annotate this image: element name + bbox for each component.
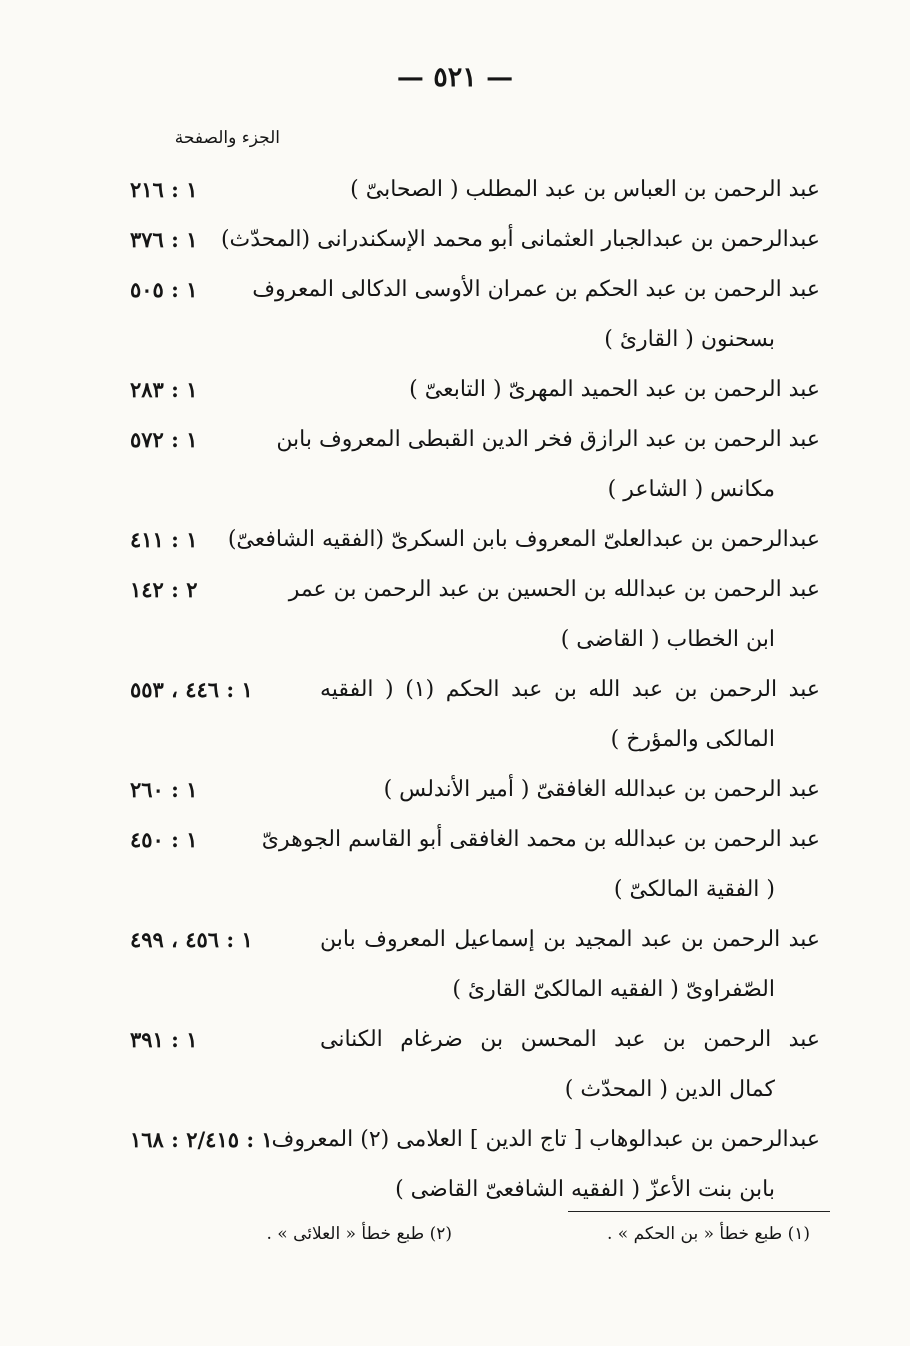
index-entry: [0, 1015, 910, 1115]
entry-name: عبد الرحمن بن عبدالله الغافقىّ ( أمير الأندلس ): [383, 777, 820, 802]
index-entry: [0, 365, 910, 415]
index-entry: [0, 165, 910, 215]
index-entry: [0, 415, 910, 515]
footnote-2: (٢) طبع خطأ « العلائى » .: [266, 1224, 452, 1244]
entry-continuation: ( الفقية المالكىّ ): [613, 877, 775, 902]
index-entry: [0, 515, 910, 565]
entry-name: عبد الرحمن بن عبد المحسن بن ضرغام الكنانى: [320, 1027, 820, 1052]
entry-reference: ١ : ٥٧٢: [130, 427, 198, 452]
index-entry: [0, 1115, 910, 1215]
index-entries: [0, 165, 910, 1215]
entry-reference: ١ : ٢٨٣: [130, 377, 198, 402]
index-entry: [0, 915, 910, 1015]
entry-name: عبدالرحمن بن عبدالوهاب [ تاج الدين ] العلامى (٢) المعروف: [271, 1127, 820, 1152]
entry-name: عبد الرحمن بن العباس بن عبد المطلب ( الصحابىّ ): [350, 177, 820, 202]
entry-reference: ١ : ٤٥٠: [130, 827, 198, 852]
entry-reference: ١ : ٢١٦: [130, 177, 198, 202]
entry-name: عبد الرحمن بن عبد المجيد بن إسماعيل المعروف بابن: [320, 927, 820, 952]
entry-name: عبد الرحمن بن عبد الرازق فخر الدين القبطى المعروف بابن: [276, 427, 820, 452]
entry-name: عبد الرحمن بن عبد الحكم بن عمران الأوسى الدكالى المعروف: [252, 277, 820, 302]
index-entry: [0, 565, 910, 665]
entry-reference: ١ : ٤٥٦ ، ٤٩٩: [130, 927, 253, 952]
index-entry: [0, 765, 910, 815]
entry-continuation: مكانس ( الشاعر ): [607, 477, 775, 502]
footnote-divider: [568, 1211, 830, 1212]
entry-reference: ١ : ٣٩١: [130, 1027, 198, 1052]
footnote-1: (١) طبع خطأ « بن الحكم » .: [606, 1224, 810, 1244]
entry-reference: ١ : ٥٠٥: [130, 277, 198, 302]
index-entry: [0, 215, 910, 265]
entry-reference: ١ : ٢/٤١٥ : ١٦٨: [130, 1127, 273, 1152]
entry-reference: ١ : ٤١١: [130, 527, 198, 552]
entry-reference: ١ : ٢٦٠: [130, 777, 198, 802]
entry-name: عبدالرحمن بن عبدالجبار العثمانى أبو محمد الإسكندرانى (المحدّث): [220, 227, 820, 252]
index-entry: [0, 815, 910, 915]
entry-continuation: الصّفراوىّ ( الفقيه المالكىّ القارئ ): [452, 977, 775, 1002]
page-number: — ٥٢١ —: [396, 62, 514, 93]
entry-continuation: المالكى والمؤرخ ): [610, 727, 775, 752]
entry-reference: ١ : ٣٧٦: [130, 227, 198, 252]
index-entry: [0, 665, 910, 765]
entry-continuation: بسحنون ( القارئ ): [604, 327, 775, 352]
entry-continuation: بابن بنت الأعزّ ( الفقيه الشافعىّ القاضى ): [395, 1177, 775, 1202]
entry-reference: ٢ : ١٤٢: [130, 577, 198, 602]
index-entry: [0, 265, 910, 365]
entry-continuation: كمال الدين ( المحدّث ): [564, 1077, 775, 1102]
entry-continuation: ابن الخطاب ( القاضى ): [560, 627, 775, 652]
entry-name: عبدالرحمن بن عبدالعلىّ المعروف بابن السكرىّ (الفقيه الشافعىّ): [227, 527, 820, 552]
entry-name: عبد الرحمن بن عبد الحميد المهرىّ ( التابعىّ ): [409, 377, 820, 402]
column-header: الجزء والصفحة: [174, 128, 280, 148]
entry-name: عبد الرحمن بن عبد الله بن عبد الحكم (١) ( الفقيه: [320, 677, 820, 702]
entry-name: عبد الرحمن بن عبدالله بن الحسين بن عبد الرحمن بن عمر: [288, 577, 820, 602]
entry-reference: ١ : ٤٤٦ ، ٥٥٣: [130, 677, 253, 702]
entry-name: عبد الرحمن بن عبدالله بن محمد الغافقى أبو القاسم الجوهرىّ: [261, 827, 820, 852]
